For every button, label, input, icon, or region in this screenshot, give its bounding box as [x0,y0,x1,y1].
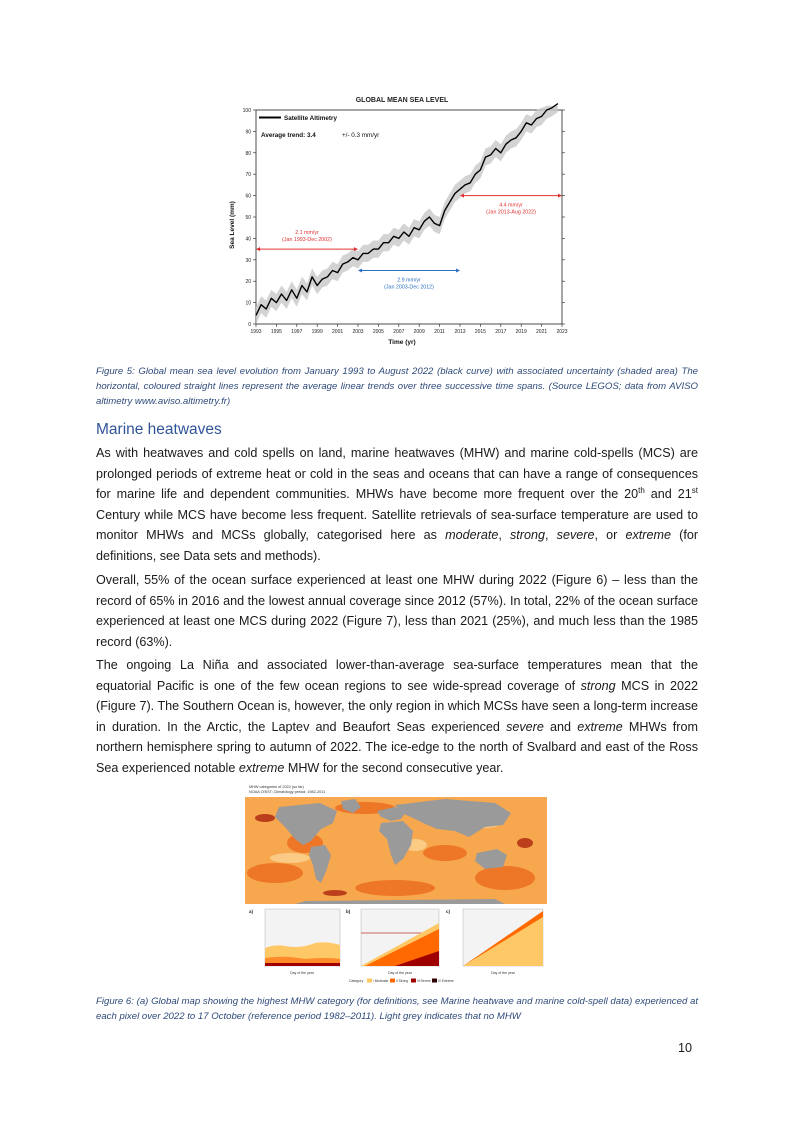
y-tick-label: 0 [248,322,251,328]
panel-b-label: b) [346,909,351,914]
y-tick-label: 60 [245,193,251,200]
y-tick-label: 10 [245,300,251,307]
x-tick-label: 2013 [454,329,466,335]
trend-rate-label: 2.1 mm/yr [295,230,319,237]
map-subtitle: NOAA OISST; Climatology period: 1982-2011 [249,790,326,794]
x-tick-label: 2023 [556,329,568,335]
y-tick-label: 40 [245,236,251,243]
panel-c-label: c) [446,909,451,914]
trend-rate-label: 2.9 mm/yr [397,277,421,284]
legend-swatch-extreme [432,979,437,983]
sea-level-chart [226,92,576,350]
x-tick-label: 2005 [372,329,384,335]
mhw-figure [245,783,547,985]
trend-rate-label: 4.4 mm/yr [499,202,523,209]
x-tick-label: 2019 [515,329,527,335]
x-tick-label: 2003 [352,329,364,335]
trend-arrow-head-left [358,269,362,273]
y-tick-label: 50 [245,215,251,221]
x-tick-label: 1993 [250,329,262,335]
trend-arrow-head-right [456,269,460,273]
x-axis-label: Time (yr) [388,339,416,346]
map-title: MHW categories of 2022 (so far) [249,785,304,789]
sea-level-chart-svg [226,92,576,350]
panel-a-xlabel: Day of the year [290,971,314,975]
y-axis-label: Sea Level (mm) [229,201,236,249]
panel-c [446,909,543,975]
legend-moderate: I Moderate [373,979,389,983]
y-tick-label: 30 [245,257,251,264]
x-tick-label: 2011 [434,329,445,335]
y-tick-label: 100 [242,108,251,114]
y-tick-label: 20 [245,279,251,286]
trend-arrow-head-left [256,247,260,251]
y-tick-label: 90 [245,129,251,136]
page-number: 10 [678,1041,693,1055]
paragraph-1: As with heatwaves and cold spells on land, marine heatwaves (MHW) and marine cold-spells (MCS) are prolonged periods of extreme heat or cold in the seas and oceans that can have a range of consequences for marine life and dependent communities. MHWs have become more frequent over the 20th and 21st Century while MCS have become less frequent. Satellite retrievals of sea-surface temperature are used to monitor MHWs and MCSs globally, categorised here as moderate, strong, severe, or extreme (for definitions, see Data sets and methods). [96,446,699,563]
x-tick-label: 1997 [291,329,303,335]
legend-title: Category [349,979,364,983]
panel-b [346,909,439,975]
panel-a-label: a) [249,909,254,914]
legend-swatch-strong [390,979,395,983]
trend-period-label: (Jan 1993-Dec 2002) [282,237,332,244]
figure-6-caption: Figure 6: (a) Global map showing the highest MHW category (for definitions, see Marine heatwave and marine cold-spell data) experienced at each pixel over 2022 to 17 October (reference period 1982–2011). Light grey indicates that no MHW [96,996,698,1022]
world-map [245,797,547,904]
x-tick-label: 2021 [536,329,548,335]
legend-severe: III Severe [417,979,431,983]
legend-strong: II Strong [396,979,409,983]
mhw-figure-svg [245,783,547,985]
trend-period-label: (Jan 2013-Aug 2022) [486,209,536,216]
legend-swatch-moderate [367,979,372,983]
section-heading: Marine heatwaves [96,421,222,438]
x-tick-label: 2007 [393,329,405,335]
panel-b-xlabel: Day of the year [388,971,412,975]
legend-extreme: IV Extreme [438,979,454,983]
paragraph-2: Overall, 55% of the ocean surface experienced at least one MHW during 2022 (Figure 6) – less than the record of 65% in 2016 and the lowest annual coverage since 2012 (57%). In total, 22% of the ocean surface experienced at least one MCS during 2022 (Figure 7), less than 2021 (25%), and much less than the 1985 record (63%). [96,573,698,649]
paragraph-3: The ongoing La Niña and associated lower-than-average sea-surface temperatures mean that the equatorial Pacific is one of the few ocean regions to see wide-spread coverage of strong MCS in 2022 (Figure 7). The Southern Ocean is, however, the only region in which MCSs have seen a long-term increase in duration. In the Arctic, the Laptev and Beaufort Seas experienced severe and extreme MHWs from northern hemisphere spring to autumn of 2022. The ice-edge to the north of Svalbard and east of the Ross Sea experienced notable extreme MHW for the second consecutive year. [96,658,698,775]
trend-uncertainty: +/- 0.3 mm/yr [342,132,380,139]
category-legend [349,979,454,984]
figure-5-caption: Figure 5: Global mean sea level evolution from January 1993 to August 2022 (black curve) with associated uncertainty (shaded area) The horizontal, coloured straight lines represent the average linear trends over three successive time spans. (Source LEGOS; data from AVISO altimetry www.aviso.altimetry.fr) [96,366,698,407]
trend-period-label: (Jan 2003-Dec 2012) [384,284,434,291]
trend-label: Average trend: 3.4 [261,132,316,139]
x-tick-label: 2015 [474,329,486,335]
x-tick-label: 2001 [332,329,344,335]
legend-label: Satellite Altimetry [284,115,337,122]
x-tick-label: 1995 [270,329,282,335]
legend-swatch-severe [411,979,416,983]
trend-arrow-head-right [558,194,562,198]
x-tick-label: 1999 [311,329,323,335]
panel-c-xlabel: Day of the year [491,971,515,975]
y-tick-label: 70 [245,172,251,179]
y-tick-label: 80 [245,150,251,157]
x-tick-label: 2009 [413,329,425,335]
x-tick-label: 2017 [495,329,507,335]
chart-title: GLOBAL MEAN SEA LEVEL [355,97,449,104]
panel-a [249,909,340,975]
